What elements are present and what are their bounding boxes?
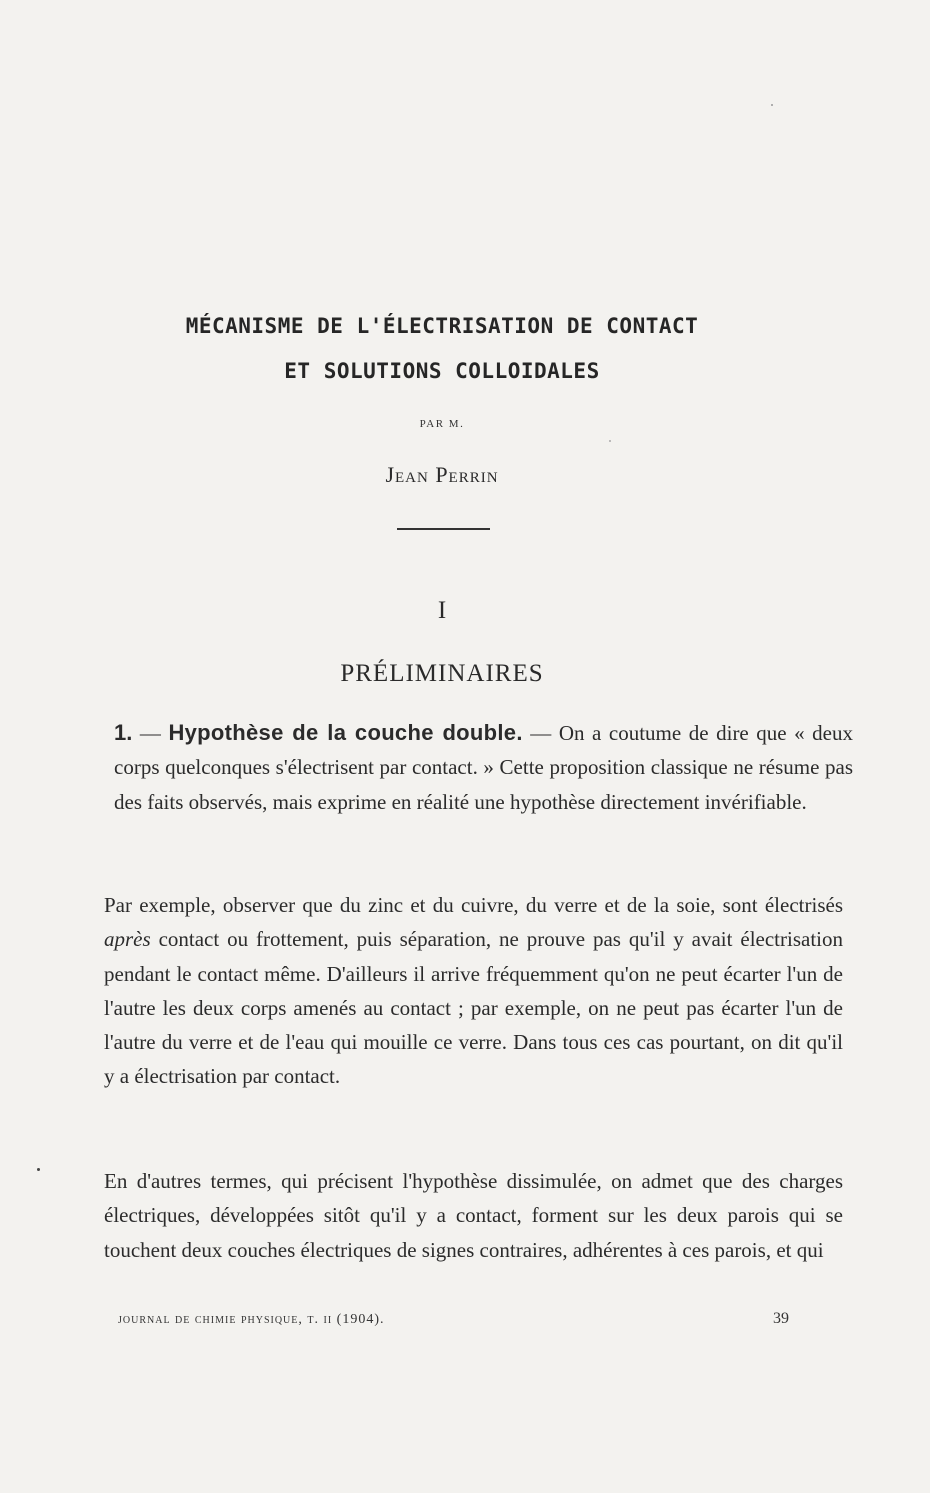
footer-page-number: 39 [773, 1310, 789, 1327]
section-number: I [437, 597, 447, 624]
section-title: PRÉLIMINAIRES [340, 660, 544, 687]
paragraph-2-text-a: Par exemple, observer que du zinc et du cuivre, du verre et de la soie, sont électrisés [104, 893, 843, 917]
byline: PAR M. [419, 418, 465, 430]
paragraph-number: 1. [114, 720, 133, 745]
em-dash: — [132, 721, 169, 745]
em-dash: — [522, 721, 559, 745]
paragraph-heading: Hypothèse de la couche double. [168, 720, 523, 745]
footer-journal-citation: journal de chimie physique, t. ii (1904). [118, 1312, 385, 1327]
title-divider [397, 528, 490, 530]
paragraph-1 [76, 716, 853, 819]
article-title-line-1: MÉCANISME DE L'ÉLECTRISATION DE CONTACT [185, 314, 699, 338]
paragraph-3 [76, 1164, 843, 1267]
paragraph-3-text: En d'autres termes, qui précisent l'hypothèse dissimulée, on admet que des charges électriques, développées sitôt qu'il y a contact, forment sur les deux parois qui se touchent deux couches électriques de signes contraires, adhérentes à ces parois, et qui [104, 1169, 843, 1262]
author-name: Jean Perrin [385, 462, 499, 487]
article-title-line-2: ET SOLUTIONS COLLOIDALES [284, 359, 600, 383]
paper-speck [609, 440, 611, 442]
paper-speck [771, 104, 773, 106]
paragraph-2-text-b: contact ou frottement, puis séparation, ne prouve pas qu'il y avait électrisation pendant le contact même. D'ailleurs il arrive fréquemment qu'on ne peut écarter l'un de l'autre les deux corps amenés au contact ; par exemple, on ne peut pas écarter l'un de l'autre du verre et de l'eau qui mouille ce verre. Dans tous ces cas pourtant, on dit qu'il y a électrisation par contact. [104, 927, 843, 1089]
paragraph-1-text: On a coutume de dire que « deux corps quelconques s'électrisent par contact. » Cette proposition classique ne résume pas des faits observés, mais exprime en réalité une hypothèse directement invérifiable. [114, 721, 853, 814]
italic-emphasis: après [104, 927, 151, 952]
paper-speck [37, 1168, 40, 1171]
paragraph-2 [76, 888, 843, 1094]
